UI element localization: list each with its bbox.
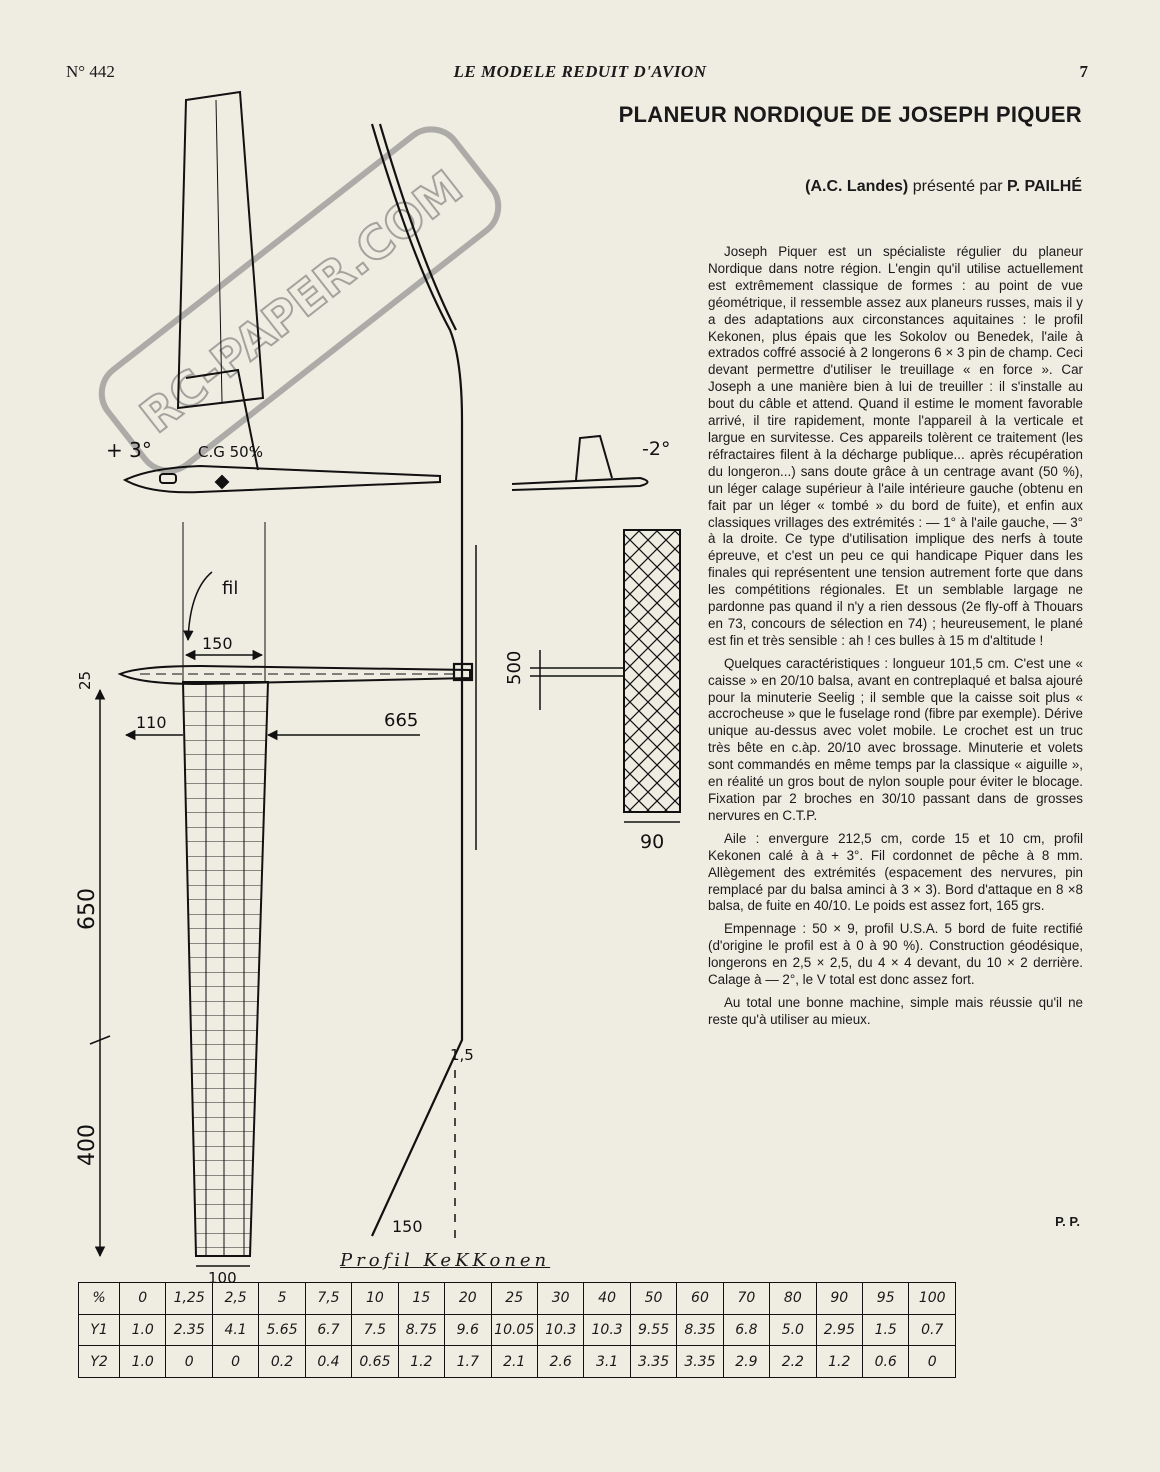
table-cell: 100: [909, 1283, 956, 1315]
stabilizer-top-view: [530, 530, 680, 822]
table-cell: 0.65: [352, 1346, 398, 1378]
table-cell: 0.2: [259, 1346, 305, 1378]
table-cell: 6.7: [305, 1314, 351, 1346]
table-cell: 15: [398, 1283, 444, 1315]
dim-150-bottom: 150: [392, 1217, 423, 1236]
table-cell: 5.0: [770, 1314, 816, 1346]
page-number: 7: [1079, 62, 1088, 81]
author-name: P. PAILHÉ: [1007, 178, 1082, 195]
table-cell: 1.0: [120, 1346, 166, 1378]
table-cell: 95: [863, 1283, 909, 1315]
profile-table-title: Profil KeKKonen: [340, 1250, 551, 1271]
table-cell: 8.75: [398, 1314, 444, 1346]
stabilizer-side-view: [512, 436, 648, 490]
dim-110: 110: [136, 713, 167, 732]
signature: P. P.: [1055, 1214, 1080, 1229]
table-cell: 70: [723, 1283, 769, 1315]
table-cell: 0: [212, 1346, 258, 1378]
table-cell: 10.05: [491, 1314, 537, 1346]
table-cell: 10.3: [537, 1314, 583, 1346]
table-cell: 60: [677, 1283, 723, 1315]
table-cell: 90: [816, 1283, 862, 1315]
wing-planform: [183, 522, 268, 1256]
table-cell: 2.95: [816, 1314, 862, 1346]
table-cell: 0: [166, 1346, 212, 1378]
table-cell: 0.7: [909, 1314, 956, 1346]
watermark: [90, 117, 511, 482]
issue-number: N° 442: [66, 62, 115, 81]
wing-chord-bar: [120, 666, 470, 684]
dim-500: 500: [504, 650, 525, 685]
paragraph-tail: Empennage : 50 × 9, profil U.S.A. 5 bord de fuite rectifié (d'origine le profil est à 0 à 90 %). Construction géodésique, longerons en 2,5 × 2,5, du 4 × 4 devant, du 10 × 2 derrière. Calage à — 2°, le V total est donc assez fort.: [708, 921, 1083, 988]
article-title: PLANEUR NORDIQUE DE JOSEPH PIQUER: [618, 102, 1082, 127]
dim-400: 400: [75, 1124, 100, 1166]
label-cg: C.G 50%: [198, 443, 263, 461]
table-cell: 2.1: [491, 1346, 537, 1378]
paragraph-characteristics: Quelques caractéristiques : longueur 101,5 cm. C'est une « caisse » en 20/10 balsa, avant en contreplaqué et balsa ajouré pour la minuterie Seelig ; il semble que la caisse soit plus « accrocheuse » que le fuselage rond (fibre par exemple). Dérive unique au-dessus avec volet mobile. Le crochet est un truc très bête en c.àp. 20/10 avec brossage. Minuterie et volets sont commandés en même temps par la classique « aiguille », en réalité un gros bout de nylon souple pour éviter le blocage. Fixation par 2 broches en 30/10 passant dans de grosses nervures en C.T.P.: [708, 655, 1083, 823]
table-cell: 1.0: [120, 1314, 166, 1346]
table-cell: 1,25: [166, 1283, 212, 1315]
table-row-y1: [79, 1314, 956, 1346]
table-cell: 80: [770, 1283, 816, 1315]
table-cell: 2.6: [537, 1346, 583, 1378]
table-cell: 3.1: [584, 1346, 630, 1378]
table-cell: 1.5: [863, 1314, 909, 1346]
table-cell: %: [79, 1283, 120, 1315]
table-cell: 9.55: [630, 1314, 676, 1346]
table-cell: 20: [445, 1283, 491, 1315]
presented-by: présenté par: [912, 178, 1003, 195]
table-cell: 1.2: [398, 1346, 444, 1378]
table-cell: 9.6: [445, 1314, 491, 1346]
table-cell: 10: [352, 1283, 398, 1315]
paragraph-wing: Aile : envergure 212,5 cm, corde 15 et 10 cm, profil Kekonen calé à à + 3°. Fil cordonnet de pêche à 8 mm. Allègement des extrémités (espacement des nervures, pin remplacé par du balsa aminci à 3 × 3). Bord d'attaque en 8 ×8 balsa, de fuite en 40/10. Le poids est assez fort, 165 grs.: [708, 830, 1083, 914]
label-wing-incidence: + 3°: [106, 438, 152, 462]
table-cell: 50: [630, 1283, 676, 1315]
dim-90: 90: [640, 831, 665, 853]
table-cell: 4.1: [212, 1314, 258, 1346]
table-cell: 40: [584, 1283, 630, 1315]
table-cell: 3.35: [677, 1346, 723, 1378]
table-cell: 2,5: [212, 1283, 258, 1315]
table-cell: 6.8: [723, 1314, 769, 1346]
table-cell: 2.35: [166, 1314, 212, 1346]
dim-25: 25: [76, 670, 94, 690]
table-cell: 10.3: [584, 1314, 630, 1346]
table-cell: 0: [909, 1346, 956, 1378]
table-row-header: [79, 1283, 956, 1315]
table-row-y2: [79, 1346, 956, 1378]
magazine-title: LE MODELE REDUIT D'AVION: [453, 62, 707, 81]
table-cell: 0.4: [305, 1346, 351, 1378]
label-fil: fil: [222, 578, 239, 599]
dim-665: 665: [384, 710, 419, 731]
paragraph-conclusion: Au total une bonne machine, simple mais réussie qu'il ne reste qu'à utiliser au mieux.: [708, 994, 1083, 1027]
table-cell: 5: [259, 1283, 305, 1315]
dim-150-top: 150: [202, 634, 233, 653]
profile-table: [78, 1282, 956, 1378]
table-cell: 25: [491, 1283, 537, 1315]
table-cell: 1.2: [816, 1346, 862, 1378]
table-cell: 8.35: [677, 1314, 723, 1346]
watermark-text: RC-PAPER.COM: [130, 159, 473, 444]
table-cell: 30: [537, 1283, 583, 1315]
label-tail-incidence: -2°: [642, 438, 671, 460]
dim-1-5: 1,5: [450, 1046, 474, 1064]
table-cell: 7,5: [305, 1283, 351, 1315]
table-cell: Y1: [79, 1314, 120, 1346]
paragraph-intro: Joseph Piquer est un spécialiste régulier du planeur Nordique dans notre région. L'engin qu'il utilise actuellement est extrêmement classique de formes : au point de vue géométrique, il ressemble assez aux planeurs russes, mais il y a des adaptations aux circonstances aquitaines : le profil Kekonen, plus épais que les Sokolov ou Benedek, l'aile à extrados coffré associé à 2 longerons 6 × 3 pin de champ. Ceci devant permettre d'utiliser le treuillage « en force ». Car Joseph a une manière bien à lui de treuiller : il s'installe au bout du câble et attend. Quand il estime le moment favorable arrivé, il tire rapidement, monte l'appareil à la verticale et largue en survitesse. Ces appareils tolèrent ce traitement (les réfractaires filent à la décharge publique... après récupération du longeron...) sans doute grâce à un centrage avant (50 %), un léger calage supérieur à l'aile intérieure gauche (obtenu en fait par un léger « tombé » du bord de fuite), et enfin aux classiques vrillages des extrémités : — 1° à l'aile gauche, — 3° à la droite. Ce type d'utilisation implique des nerfs à toute épreuve, et c'est un peu ce qui handicape Piquer dans les finales qui représentent une tension autrement forte que dans les compétitions régionales. Et un semblable largage ne pardonne pas quand il n'y a rien dessous (2e fly-off à Thouars en 73, concours de sélection en 74) ; heureusement, le plané est fin et très sensible : ah ! ces bulles à 15 m d'altitude !: [708, 244, 1083, 648]
table-cell: 3.35: [630, 1346, 676, 1378]
table-cell: 2.2: [770, 1346, 816, 1378]
dim-650: 650: [75, 888, 100, 930]
dim-100: 100: [208, 1269, 237, 1287]
table-cell: 0: [120, 1283, 166, 1315]
club-name: (A.C. Landes): [805, 178, 909, 195]
table-cell: Y2: [79, 1346, 120, 1378]
table-cell: 2.9: [723, 1346, 769, 1378]
table-cell: 5.65: [259, 1314, 305, 1346]
table-cell: 7.5: [352, 1314, 398, 1346]
table-cell: 1.7: [445, 1346, 491, 1378]
table-cell: 0.6: [863, 1346, 909, 1378]
